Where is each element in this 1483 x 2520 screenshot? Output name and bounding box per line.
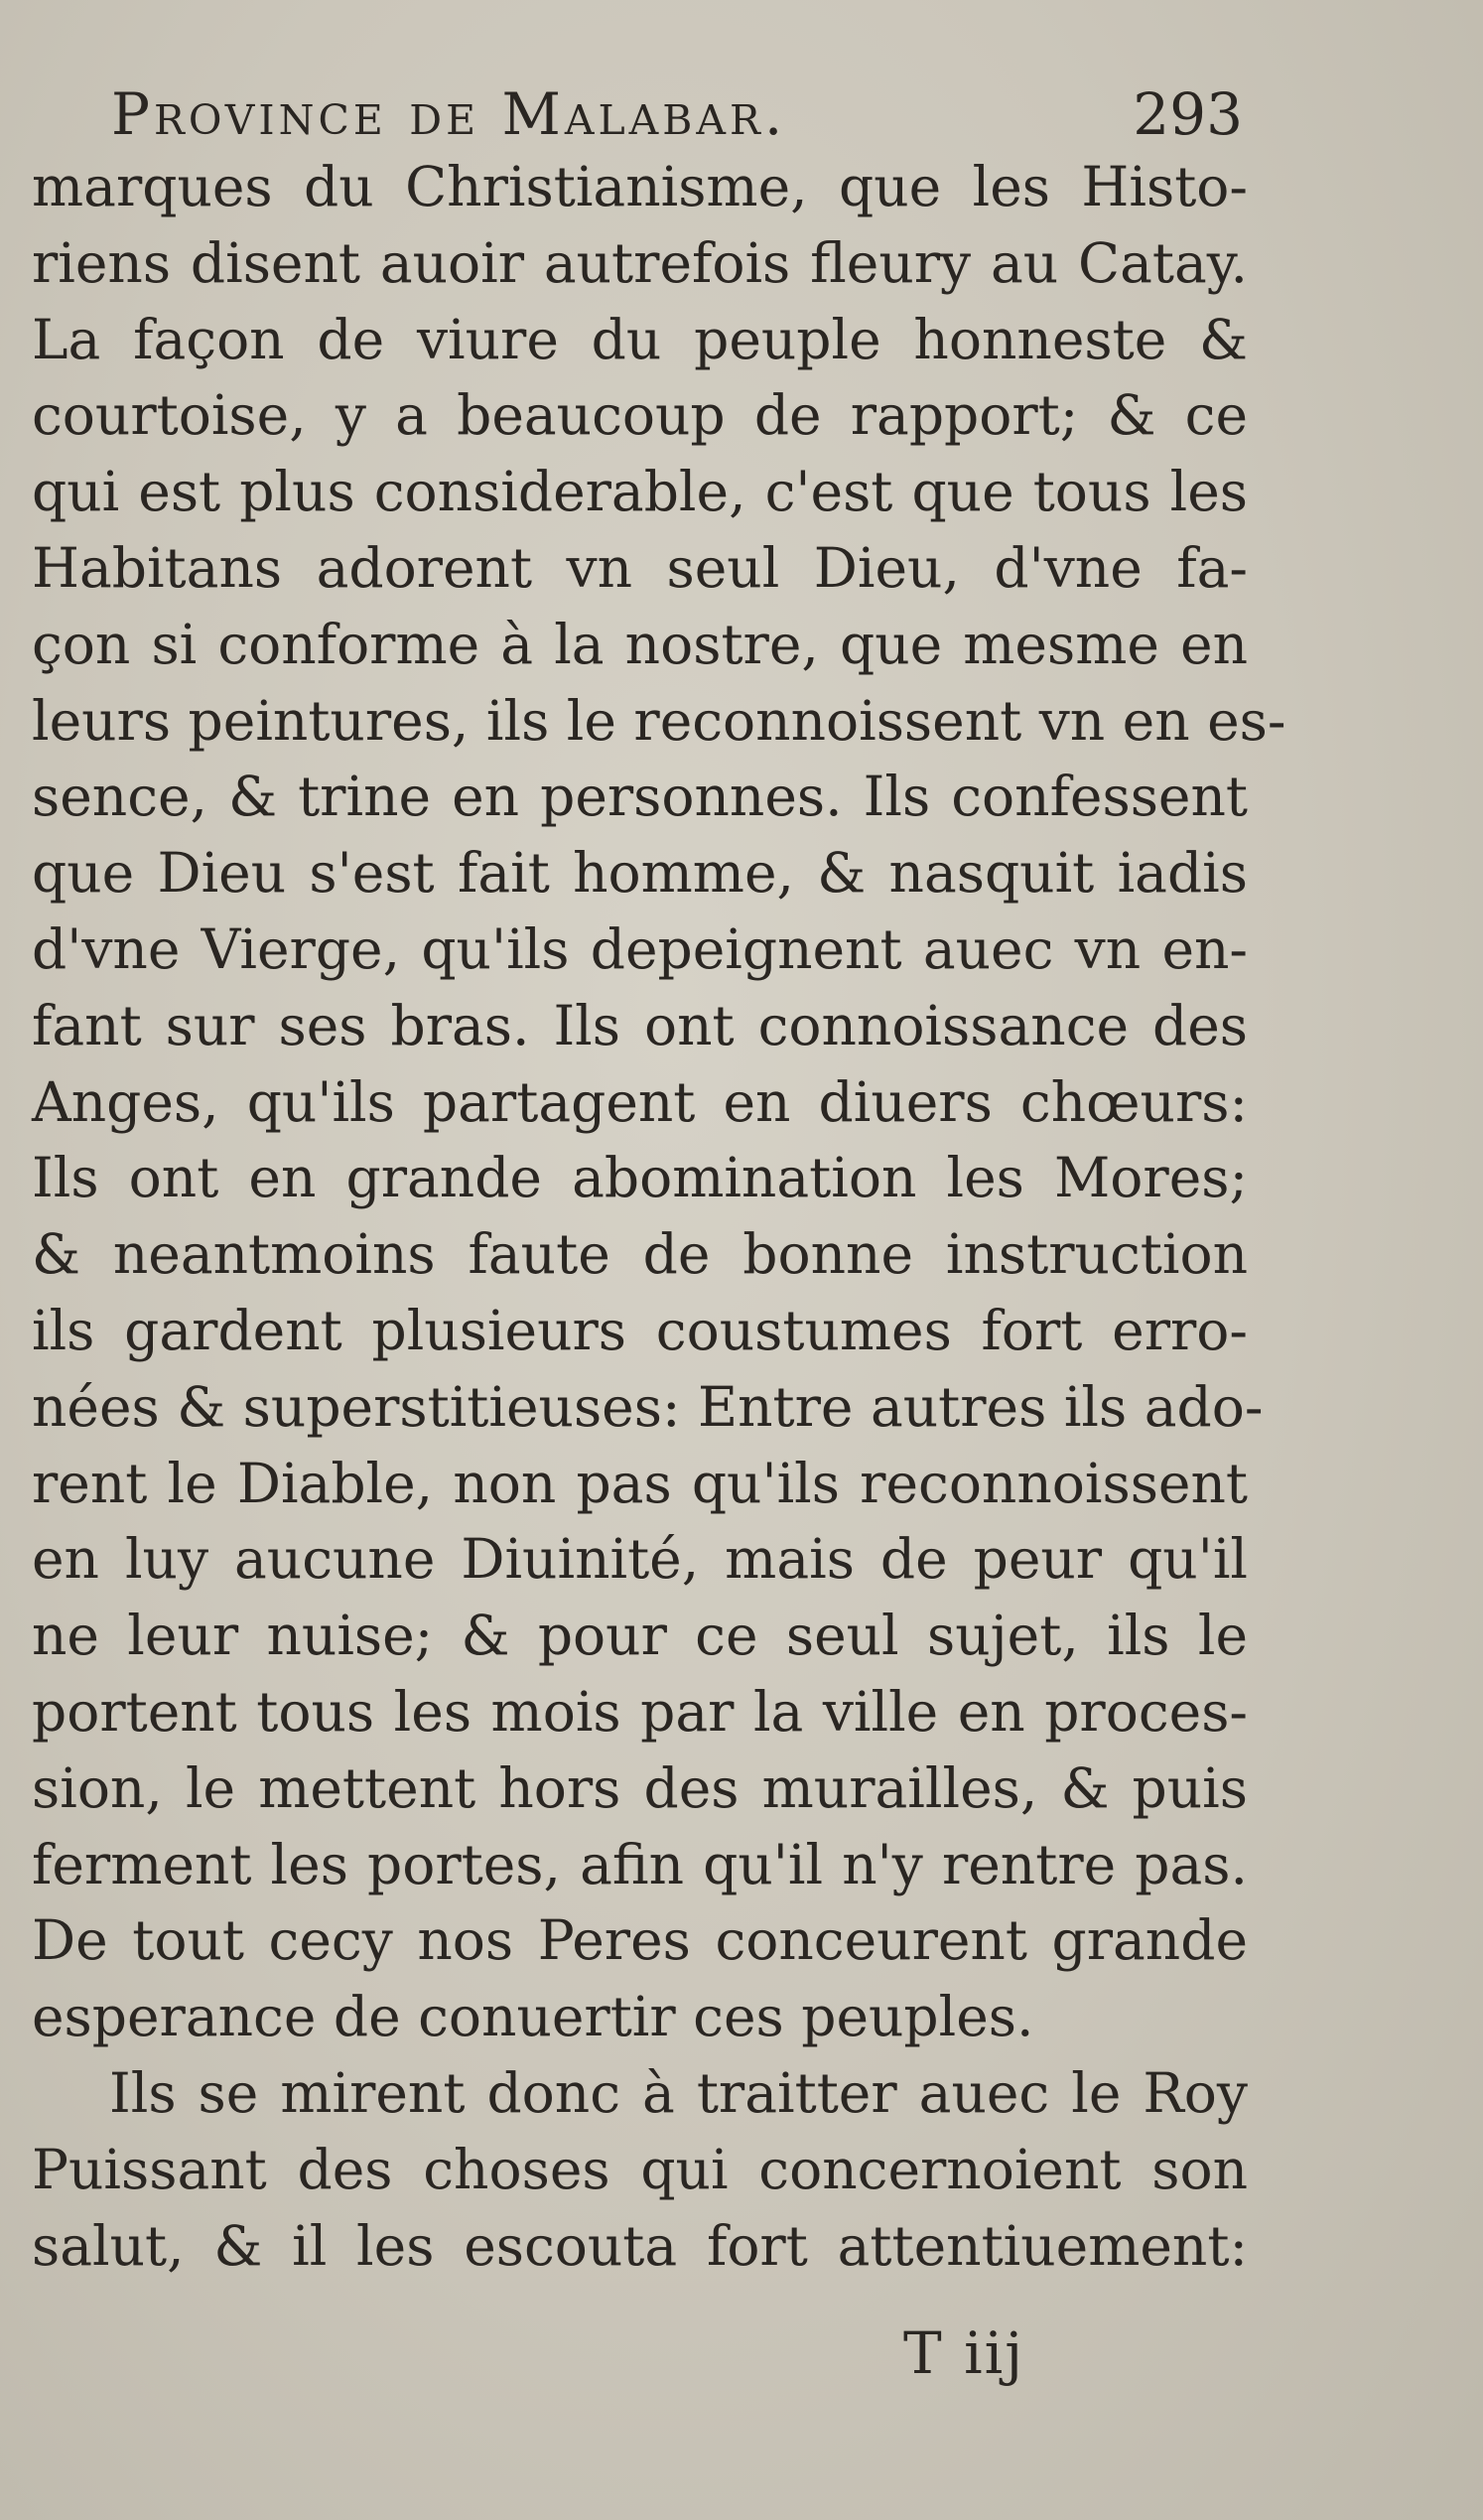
signature-mark: T iij: [903, 2319, 1025, 2387]
text-line: leurs peintures, ils le reconnoissent vn en es-: [32, 688, 1286, 753]
text-line: sence, & trine en personnes. Ils confessent: [32, 765, 1248, 829]
text-line: La façon de viure du peuple honneste &: [32, 307, 1248, 371]
text-line: en luy aucune Diuinité, mais de peur qu'il: [32, 1527, 1248, 1592]
text-line: & neantmoins faute de bonne instruction: [32, 1222, 1248, 1287]
text-line: riens disent auoir autrefois fleury au Catay.: [32, 230, 1248, 295]
text-line: ne leur nuise; & pour ce seul sujet, ils le: [32, 1604, 1248, 1668]
text-line: courtoise, y a beaucoup de rapport; & ce: [32, 383, 1248, 448]
text-line: Anges, qu'ils partagent en diuers chœurs:: [32, 1069, 1248, 1134]
text-line: Habitans adorent vn seul Dieu, d'vne fa-: [32, 535, 1248, 600]
text-line: rent le Diable, non pas qu'ils reconnoissent: [32, 1451, 1248, 1515]
text-line: d'vne Vierge, qu'ils depeignent auec vn en-: [32, 916, 1248, 981]
text-line: salut, & il les escouta fort attentiuement:: [32, 2213, 1248, 2278]
text-line: que Dieu s'est fait homme, & nasquit iadis: [32, 841, 1248, 906]
text-line: Puissant des choses qui concernoient son: [32, 2137, 1248, 2201]
text-line: Ils ont en grande abomination les Mores;: [32, 1146, 1248, 1210]
text-line: fant sur ses bras. Ils ont connoissance des: [32, 993, 1248, 1057]
running-title: Province de Malabar.: [111, 80, 787, 148]
body-text: [32, 149, 1286, 2284]
text-line: nées & superstitieuses: Entre autres ils ado-: [32, 1374, 1264, 1439]
text-line: qui est plus considerable, c'est que tous les: [32, 460, 1248, 524]
text-line: marques du Christianisme, que les Histo-: [32, 155, 1248, 218]
text-line: Ils se mirent donc à traitter auec le Roy: [109, 2060, 1248, 2125]
text-line: ferment les portes, afin qu'il n'y rentre pas.: [32, 1832, 1248, 1896]
text-line: portent tous les mois par la ville en proces-: [32, 1679, 1248, 1744]
running-header: [111, 79, 1243, 149]
text-line: esperance de conuertir ces peuples.: [32, 1985, 1034, 2049]
text-line: sion, le mettent hors des murailles, & puis: [32, 1755, 1248, 1820]
text-line: ils gardent plusieurs coustumes fort erro-: [32, 1298, 1248, 1362]
page-number: 293: [1133, 80, 1243, 148]
text-line: De tout cecy nos Peres conceurent grande: [32, 1908, 1248, 1973]
text-line: çon si conforme à la nostre, que mesme en: [32, 612, 1248, 676]
